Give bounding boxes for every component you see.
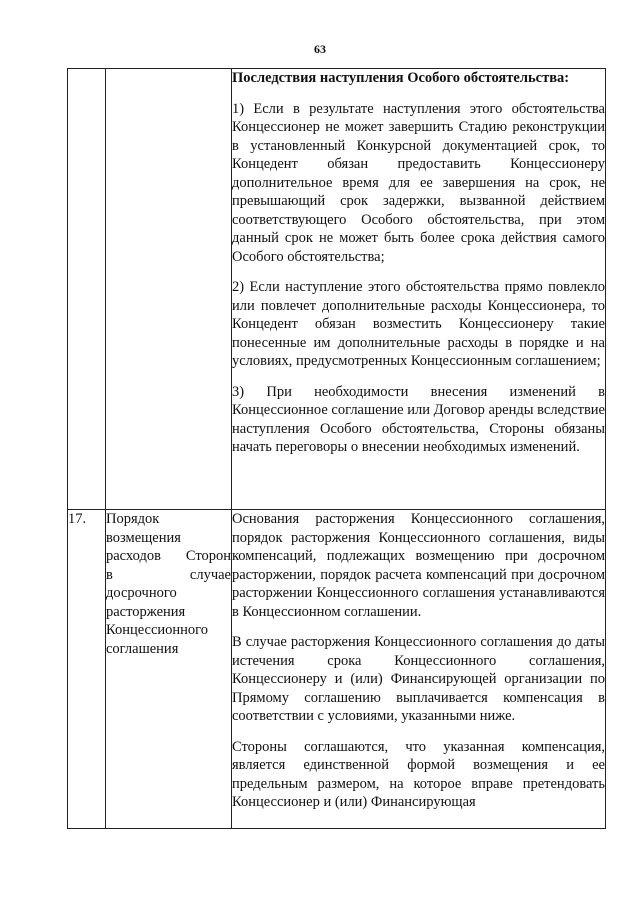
page-number: 63 <box>314 42 326 56</box>
paragraph: В случае расторжения Концессионного соглашения до даты истечения срока Концессионного соглашения, Концессионеру и (или) Финансирующей организации по Прямому соглашению выплачивается компенсация в соответствии с условиями, указанными ниже. <box>232 634 605 724</box>
paragraph: 2) Если наступление этого обстоятельства прямо повлекло или повлечет дополнительные расходы Концессионера, то Концедент обязан возместить Концессионеру такие понесенные им дополнительные расходы в порядке и на условиях, предусмотренных Концессионным соглашением; <box>232 279 605 369</box>
paragraph: 1) Если в результате наступления этого обстоятельства Концессионер не может завершить Стадию реконструкции в установленный Конкурсной документацией срок, то Концедент обязан предоставить Концессионеру дополнительное время для ее завершения на срок, не превышающий срок задержки, вызванной действием соответствующего Особого обстоятельства, при этом данный срок не может быть более срока действия самого Особого обстоятельства; <box>232 100 605 265</box>
paragraph: 3) При необходимости внесения изменений в Концессионное соглашение или Договор аренды вследствие наступления Особого обстоятельства, Стороны обязаны начать переговоры о внесении необходимых изменений. <box>232 383 605 455</box>
label-line: возмещения <box>106 529 181 546</box>
label-line: Концессионного <box>106 622 209 638</box>
row-content <box>232 510 606 829</box>
paragraph: Стороны соглашаются, что указанная компенсация, является единственной формой возмещения и ее предельным размером, на которое вправе претендовать Концессионер и (или) Финансирующая <box>232 738 605 810</box>
terms-table <box>67 68 606 829</box>
row-label <box>106 69 232 510</box>
label-line: досрочного <box>106 585 177 601</box>
label-line: расходов Сторон <box>106 548 231 564</box>
label-line: Порядок <box>106 511 160 527</box>
table-row <box>68 510 606 829</box>
label-line: соглашения <box>106 640 179 657</box>
table-row <box>68 69 606 510</box>
row-number <box>68 69 106 510</box>
paragraph: Основания расторжения Концессионного соглашения, порядок расторжения Концессионного соглашения, виды компенсаций, подлежащих возмещению при досрочном расторжении, порядок расчета компенсаций при досрочном расторжении Концессионного соглашения устанавливаются в Концессионном соглашении. <box>232 511 605 620</box>
row-label <box>106 510 232 829</box>
row-content <box>232 69 606 510</box>
section-heading: Последствия наступления Особого обстоятельства: <box>232 70 570 86</box>
label-line: в случае <box>106 566 231 583</box>
label-line: расторжения <box>106 603 186 620</box>
row-number: 17. <box>68 510 106 829</box>
